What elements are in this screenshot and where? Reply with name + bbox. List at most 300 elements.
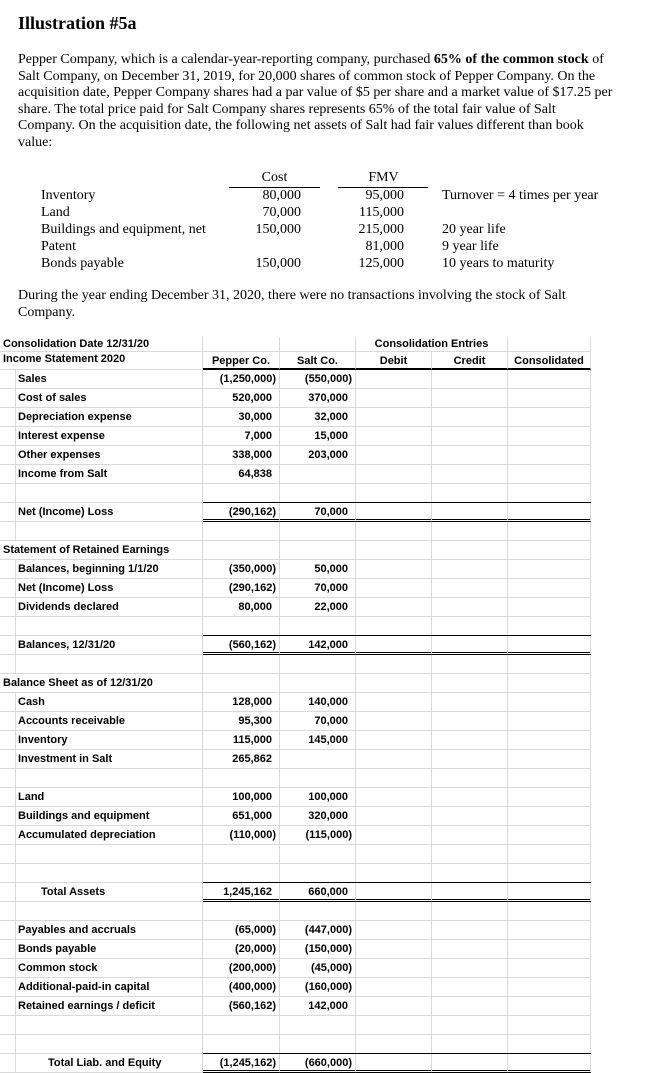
salt-value: 142,000 xyxy=(280,997,356,1016)
row-gutter xyxy=(0,693,16,712)
credit-cell xyxy=(432,769,508,788)
debit-cell xyxy=(356,370,432,389)
consolidated-cell xyxy=(508,446,591,465)
credit-cell xyxy=(432,579,508,598)
page-title: Illustration #5a xyxy=(18,13,137,33)
credit-cell xyxy=(432,598,508,617)
consolidated-cell xyxy=(508,959,591,978)
row-label: Payables and accruals xyxy=(16,921,203,940)
credit-cell xyxy=(432,693,508,712)
consolidated-cell xyxy=(508,712,591,731)
credit-cell xyxy=(432,826,508,845)
blank-row xyxy=(0,484,600,503)
row-gutter xyxy=(0,788,16,807)
during-line: Company. xyxy=(18,304,76,320)
row-label: Buildings and equipment xyxy=(16,807,203,826)
credit-cell xyxy=(432,921,508,940)
blank-row xyxy=(0,655,600,674)
salt-value xyxy=(280,484,356,503)
total-rule xyxy=(203,1053,591,1054)
table-row xyxy=(0,446,600,465)
row-label xyxy=(16,1035,203,1054)
fmv-value: 115,000 xyxy=(359,205,404,220)
pepper-value xyxy=(203,769,280,788)
header-row-2 xyxy=(0,352,600,370)
pepper-value xyxy=(203,674,280,693)
debit-cell xyxy=(356,940,432,959)
row-label xyxy=(16,484,203,503)
debit-cell xyxy=(356,997,432,1016)
row-label: Other expenses xyxy=(16,446,203,465)
consolidated-cell xyxy=(508,389,591,408)
row-label xyxy=(16,617,203,636)
debit-cell xyxy=(356,484,432,503)
consolidation-entries-header: Consolidation Entries xyxy=(356,337,508,352)
row-label: Total Liab. and Equity xyxy=(16,1054,203,1073)
table-row xyxy=(0,693,600,712)
asset-label: Bonds payable xyxy=(41,256,124,271)
note: 20 year life xyxy=(442,222,506,237)
debit-cell xyxy=(356,1035,432,1054)
debit-cell xyxy=(356,921,432,940)
pepper-value: 95,300 xyxy=(203,712,280,731)
pepper-value: (400,000) xyxy=(203,978,280,997)
salt-value: (447,000) xyxy=(280,921,356,940)
row-gutter xyxy=(0,940,16,959)
salt-value: 203,000 xyxy=(280,446,356,465)
row-label: Sales xyxy=(16,370,203,389)
note: Turnover = 4 times per year xyxy=(442,188,599,203)
consolidated-cell xyxy=(508,864,591,883)
table-row xyxy=(0,731,600,750)
pepper-value xyxy=(203,1035,280,1054)
pepper-value: (1,250,000) xyxy=(203,370,280,389)
row-label xyxy=(16,864,203,883)
note: 9 year life xyxy=(442,239,499,254)
debit-cell xyxy=(356,959,432,978)
blank-row xyxy=(0,617,600,636)
blank-row xyxy=(0,845,600,864)
credit-cell xyxy=(432,427,508,446)
debit-header: Debit xyxy=(356,352,432,370)
consolidated-cell xyxy=(508,484,591,503)
during-paragraph xyxy=(18,288,566,321)
row-gutter xyxy=(0,883,16,902)
row-gutter xyxy=(0,446,16,465)
blank-row xyxy=(0,864,600,883)
salt-value xyxy=(280,674,356,693)
salt-value xyxy=(280,845,356,864)
blank-row xyxy=(0,522,600,541)
salt-value: 70,000 xyxy=(280,503,356,522)
section-label: Balance Sheet as of 12/31/20 xyxy=(0,674,203,693)
pepper-value xyxy=(203,902,280,921)
debit-cell xyxy=(356,465,432,484)
pepper-header: Pepper Co. xyxy=(203,352,280,370)
intro-bold-text: 65% of the common stock xyxy=(433,52,589,67)
row-gutter xyxy=(0,1035,16,1054)
salt-value: 370,000 xyxy=(280,389,356,408)
debit-cell xyxy=(356,807,432,826)
table-row xyxy=(0,712,600,731)
debit-cell xyxy=(356,617,432,636)
credit-cell xyxy=(432,1035,508,1054)
row-label: Cost of sales xyxy=(16,389,203,408)
row-label: Inventory xyxy=(16,731,203,750)
consolidated-cell xyxy=(508,465,591,484)
salt-value xyxy=(280,617,356,636)
table-row xyxy=(0,598,600,617)
row-gutter xyxy=(0,484,16,503)
row-label: Retained earnings / deficit xyxy=(16,997,203,1016)
table-row xyxy=(0,427,600,446)
salt-value: 320,000 xyxy=(280,807,356,826)
credit-cell xyxy=(432,807,508,826)
row-gutter xyxy=(0,978,16,997)
debit-cell xyxy=(356,712,432,731)
blank-row xyxy=(0,1016,600,1035)
debit-cell xyxy=(356,788,432,807)
salt-value: 142,000 xyxy=(280,636,356,655)
row-label: Depreciation expense xyxy=(16,408,203,427)
fmv-header: FMV xyxy=(368,170,399,185)
credit-cell xyxy=(432,655,508,674)
credit-cell xyxy=(432,617,508,636)
row-label: Dividends declared xyxy=(16,598,203,617)
credit-cell xyxy=(432,750,508,769)
debit-cell xyxy=(356,750,432,769)
salt-value: 140,000 xyxy=(280,693,356,712)
salt-value xyxy=(280,465,356,484)
row-label: Additional-paid-in capital xyxy=(16,978,203,997)
pepper-value: 7,000 xyxy=(203,427,280,446)
pepper-value: 80,000 xyxy=(203,598,280,617)
fair-value-row xyxy=(0,188,657,205)
row-label: Common stock xyxy=(16,959,203,978)
pepper-value xyxy=(203,484,280,503)
row-gutter xyxy=(0,845,16,864)
pepper-value: (65,000) xyxy=(203,921,280,940)
consolidated-cell xyxy=(508,1054,591,1073)
credit-cell xyxy=(432,864,508,883)
pepper-value: (200,000) xyxy=(203,959,280,978)
row-gutter xyxy=(0,807,16,826)
row-gutter xyxy=(0,864,16,883)
intro-line: value: xyxy=(18,134,53,150)
fmv-value: 95,000 xyxy=(365,188,404,203)
fair-value-row xyxy=(0,239,657,256)
salt-value: 22,000 xyxy=(280,598,356,617)
note: 10 years to maturity xyxy=(442,256,555,271)
table-row xyxy=(0,389,600,408)
row-gutter xyxy=(0,1054,16,1073)
table-row xyxy=(0,788,600,807)
table-row xyxy=(0,750,600,769)
table-row xyxy=(0,408,600,427)
consolidated-cell xyxy=(508,579,591,598)
table-row xyxy=(0,959,600,978)
row-gutter xyxy=(0,750,16,769)
credit-cell xyxy=(432,788,508,807)
blank-row xyxy=(0,1035,600,1054)
table-row xyxy=(0,921,600,940)
consolidated-cell xyxy=(508,978,591,997)
consolidated-cell xyxy=(508,503,591,522)
asset-label: Buildings and equipment, net xyxy=(41,222,206,237)
salt-value: (150,000) xyxy=(280,940,356,959)
row-label: Net (Income) Loss xyxy=(16,579,203,598)
credit-cell xyxy=(432,541,508,560)
intro-paragraph xyxy=(18,52,612,152)
row-label: Income from Salt xyxy=(16,465,203,484)
salt-value xyxy=(280,655,356,674)
row-gutter xyxy=(0,731,16,750)
table-row xyxy=(0,465,600,484)
salt-value xyxy=(280,769,356,788)
salt-value: (660,000) xyxy=(280,1054,356,1073)
pepper-value: 520,000 xyxy=(203,389,280,408)
salt-value: 660,000 xyxy=(280,883,356,902)
table-row xyxy=(0,503,600,522)
consolidated-cell xyxy=(508,693,591,712)
consolidated-cell xyxy=(508,427,591,446)
table-row xyxy=(0,636,600,655)
row-gutter xyxy=(0,503,16,522)
fmv-value: 215,000 xyxy=(358,222,404,237)
consolidated-cell xyxy=(508,750,591,769)
debit-cell xyxy=(356,883,432,902)
asset-label: Inventory xyxy=(41,188,96,203)
pepper-value: 338,000 xyxy=(203,446,280,465)
pepper-value: (1,245,162) xyxy=(203,1054,280,1073)
consolidated-header: Consolidated xyxy=(508,352,591,370)
table-row xyxy=(0,1054,600,1073)
consolidated-cell xyxy=(508,674,591,693)
credit-cell xyxy=(432,636,508,655)
table-row xyxy=(0,807,600,826)
fmv-value: 81,000 xyxy=(365,239,404,254)
consolidated-cell xyxy=(508,997,591,1016)
row-gutter xyxy=(0,655,16,674)
row-label xyxy=(16,769,203,788)
intro-line: Company. On the acquisition date, the following net assets of Salt had fair values different than book xyxy=(18,118,584,134)
debit-cell xyxy=(356,769,432,788)
pepper-value: (560,162) xyxy=(203,636,280,655)
total-rule xyxy=(203,502,591,503)
credit-cell xyxy=(432,465,508,484)
row-gutter xyxy=(0,389,16,408)
row-gutter xyxy=(0,902,16,921)
salt-value xyxy=(280,541,356,560)
salt-value: 15,000 xyxy=(280,427,356,446)
fair-value-table xyxy=(0,170,657,280)
debit-cell xyxy=(356,655,432,674)
pepper-value: 115,000 xyxy=(203,731,280,750)
blank-cell xyxy=(203,337,280,352)
pepper-value xyxy=(203,845,280,864)
row-label xyxy=(16,655,203,674)
table-row xyxy=(0,674,600,693)
row-gutter xyxy=(0,579,16,598)
row-label: Accounts receivable xyxy=(16,712,203,731)
table-row xyxy=(0,541,600,560)
pepper-value xyxy=(203,655,280,674)
consolidated-cell xyxy=(508,541,591,560)
credit-cell xyxy=(432,408,508,427)
debit-cell xyxy=(356,826,432,845)
debit-cell xyxy=(356,731,432,750)
cost-value: 150,000 xyxy=(255,222,301,237)
consolidated-cell xyxy=(508,883,591,902)
fair-value-row xyxy=(0,205,657,222)
row-gutter xyxy=(0,522,16,541)
salt-value: (160,000) xyxy=(280,978,356,997)
row-label: Land xyxy=(16,788,203,807)
consolidated-cell xyxy=(508,769,591,788)
credit-cell xyxy=(432,503,508,522)
asset-label: Land xyxy=(41,205,70,220)
credit-cell xyxy=(432,1016,508,1035)
credit-cell xyxy=(432,997,508,1016)
pepper-value: 64,838 xyxy=(203,465,280,484)
header-row-1 xyxy=(0,337,600,352)
salt-value: 145,000 xyxy=(280,731,356,750)
cost-header: Cost xyxy=(261,170,288,185)
row-label xyxy=(16,902,203,921)
row-gutter xyxy=(0,997,16,1016)
row-gutter xyxy=(0,465,16,484)
row-label: Bonds payable xyxy=(16,940,203,959)
pepper-value xyxy=(203,864,280,883)
row-gutter xyxy=(0,560,16,579)
row-gutter xyxy=(0,769,16,788)
debit-cell xyxy=(356,389,432,408)
credit-cell xyxy=(432,522,508,541)
consolidation-worksheet xyxy=(0,337,600,1073)
debit-cell xyxy=(356,693,432,712)
row-label: Net (Income) Loss xyxy=(16,503,203,522)
table-row xyxy=(0,370,600,389)
row-gutter xyxy=(0,1016,16,1035)
fmv-value: 125,000 xyxy=(358,256,404,271)
pepper-value xyxy=(203,541,280,560)
pepper-value: (110,000) xyxy=(203,826,280,845)
row-label: Balances, 12/31/20 xyxy=(16,636,203,655)
debit-cell xyxy=(356,503,432,522)
intro-line: Salt Company, on December 31, 2019, for 20,000 shares of common stock of Pepper Company. On the xyxy=(18,68,596,84)
asset-label: Patent xyxy=(41,239,76,254)
row-gutter xyxy=(0,959,16,978)
pepper-value: (560,162) xyxy=(203,997,280,1016)
pepper-value xyxy=(203,617,280,636)
credit-cell xyxy=(432,902,508,921)
salt-value: 100,000 xyxy=(280,788,356,807)
row-label xyxy=(16,1016,203,1035)
credit-cell xyxy=(432,560,508,579)
salt-value xyxy=(280,750,356,769)
credit-cell xyxy=(432,370,508,389)
debit-cell xyxy=(356,598,432,617)
pepper-value: 265,862 xyxy=(203,750,280,769)
row-gutter xyxy=(0,921,16,940)
credit-cell xyxy=(432,1054,508,1073)
pepper-value: 651,000 xyxy=(203,807,280,826)
row-label: Cash xyxy=(16,693,203,712)
table-row xyxy=(0,997,600,1016)
salt-value xyxy=(280,1016,356,1035)
salt-value xyxy=(280,1035,356,1054)
consolidated-cell xyxy=(508,408,591,427)
credit-cell xyxy=(432,389,508,408)
pepper-value: (350,000) xyxy=(203,560,280,579)
row-label: Investment in Salt xyxy=(16,750,203,769)
debit-cell xyxy=(356,864,432,883)
debit-cell xyxy=(356,579,432,598)
salt-value: (45,000) xyxy=(280,959,356,978)
salt-header: Salt Co. xyxy=(280,352,356,370)
pepper-value: 1,245,162 xyxy=(203,883,280,902)
consolidated-cell xyxy=(508,788,591,807)
debit-cell xyxy=(356,902,432,921)
consolidated-cell xyxy=(508,807,591,826)
row-gutter xyxy=(0,617,16,636)
debit-cell xyxy=(356,427,432,446)
row-gutter xyxy=(0,427,16,446)
section-label: Statement of Retained Earnings xyxy=(0,541,203,560)
worksheet-title: Consolidation Date 12/31/20 xyxy=(0,337,203,352)
debit-cell xyxy=(356,845,432,864)
blank-row xyxy=(0,902,600,921)
salt-value: 50,000 xyxy=(280,560,356,579)
table-row xyxy=(0,883,600,902)
cost-value: 80,000 xyxy=(262,188,301,203)
salt-value: (115,000) xyxy=(280,826,356,845)
credit-cell xyxy=(432,845,508,864)
during-line: During the year ending December 31, 2020, there were no transactions involving the stock of Salt xyxy=(18,288,566,303)
pepper-value: (290,162) xyxy=(203,579,280,598)
table-row xyxy=(0,826,600,845)
row-gutter xyxy=(0,712,16,731)
row-label: Accumulated depreciation xyxy=(16,826,203,845)
consolidated-cell xyxy=(508,940,591,959)
pepper-value: (20,000) xyxy=(203,940,280,959)
table-row xyxy=(0,579,600,598)
blank-row xyxy=(0,769,600,788)
consolidated-cell xyxy=(508,636,591,655)
credit-header: Credit xyxy=(432,352,508,370)
row-gutter xyxy=(0,826,16,845)
blank-cell xyxy=(508,337,591,352)
row-label xyxy=(16,845,203,864)
debit-cell xyxy=(356,674,432,693)
credit-cell xyxy=(432,883,508,902)
row-gutter xyxy=(0,408,16,427)
credit-cell xyxy=(432,712,508,731)
pepper-value: 128,000 xyxy=(203,693,280,712)
debit-cell xyxy=(356,636,432,655)
debit-cell xyxy=(356,541,432,560)
consolidated-cell xyxy=(508,731,591,750)
income-statement-title: Income Statement 2020 xyxy=(0,352,203,370)
row-gutter xyxy=(0,370,16,389)
consolidated-cell xyxy=(508,845,591,864)
consolidated-cell xyxy=(508,655,591,674)
consolidated-cell xyxy=(508,617,591,636)
intro-line: Pepper Company, which is a calendar-year-reporting company, purchased 65% of the common stock of xyxy=(18,52,604,67)
table-row xyxy=(0,978,600,997)
salt-value: 70,000 xyxy=(280,579,356,598)
table-row xyxy=(0,940,600,959)
